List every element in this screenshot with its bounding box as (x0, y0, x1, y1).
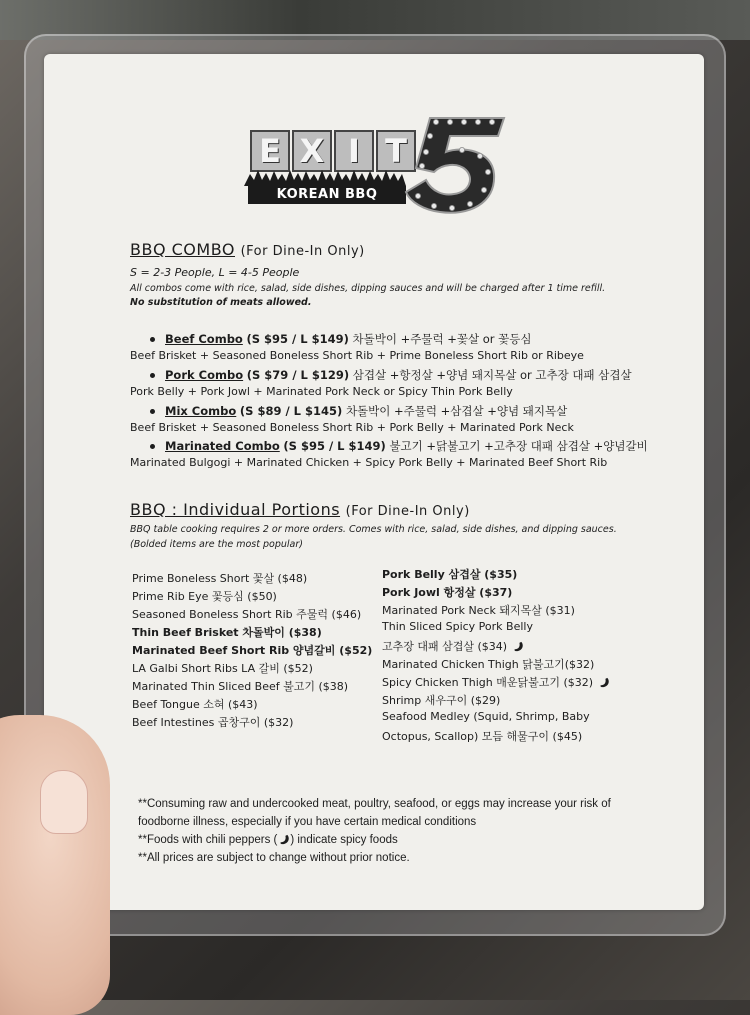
menu-item: Seafood Medley (Squid, Shrimp, Baby (382, 710, 590, 723)
individual-title: BBQ : Individual Portions (130, 500, 341, 519)
menu-item: Beef Tongue 소혀 ($43) (132, 698, 258, 711)
logo-exit-tiles (250, 130, 418, 172)
menu-item: Prime Boneless Short 꽃살 ($48) (132, 572, 308, 585)
footer-note-text: ) indicate spicy foods (290, 834, 398, 846)
holding-hand (0, 715, 110, 1015)
combo-note: All combos come with rice, salad, side dishes, dipping sauces and will be charged after 1 time refill. (130, 283, 606, 294)
individual-subtitle: (For Dine-In Only) (345, 504, 470, 519)
logo-letter: E (250, 130, 290, 172)
combo-name: Pork Combo (165, 368, 244, 382)
chili-pepper-icon (279, 834, 290, 845)
combo-substitution-note: No substitution of meats allowed. (130, 297, 312, 308)
individual-section-title (130, 500, 470, 519)
menu-item: Marinated Chicken Thigh 닭불고기($32) (382, 658, 595, 671)
menu-item: LA Galbi Short Ribs LA 갈비 ($52) (132, 662, 313, 675)
footer-note: foodborne illness, especially if you have certain medical conditions (138, 816, 477, 828)
bullet (150, 444, 155, 449)
combo-section-title (130, 240, 365, 259)
combo-price: (S $89 / L $145) (239, 404, 343, 418)
menu-item-popular: Pork Jowl 항정살 ($37) (382, 586, 513, 599)
footer-note-text: **Foods with chili peppers ( (138, 834, 278, 846)
menu-item: Octopus, Scallop) 모듬 해물구이 ($45) (382, 730, 583, 743)
combo-price: (S $95 / L $149) (246, 332, 349, 346)
individual-popular-note: (Bolded items are the most popular) (130, 539, 303, 550)
menu-item: Shrimp 새우구이 ($29) (382, 694, 501, 707)
logo-letter: I (334, 130, 374, 172)
combo-korean: 불고기 +닭불고기 +고추장 대패 삼겹살 +양념갈비 (389, 439, 648, 453)
menu-item: Marinated Pork Neck 돼지목살 ($31) (382, 604, 575, 617)
menu-item (382, 638, 524, 654)
menu-item (382, 674, 610, 690)
combo-name: Beef Combo (165, 332, 243, 346)
combo-item (150, 438, 648, 454)
combo-subtitle: (For Dine-In Only) (240, 244, 365, 259)
combo-title: BBQ COMBO (130, 240, 235, 259)
logo-tagline: KOREAN BBQ (248, 186, 406, 204)
menu-item-popular: Marinated Beef Short Rib 양념갈비 ($52) (132, 644, 373, 657)
combo-name: Mix Combo (165, 404, 237, 418)
thumb-nail (40, 770, 88, 834)
bullet (150, 409, 155, 414)
combo-item (150, 403, 567, 419)
menu-item: Thin Sliced Spicy Pork Belly (382, 620, 533, 633)
combo-name: Marinated Combo (165, 439, 280, 453)
logo-letter: T (376, 130, 416, 172)
combo-description: Marinated Bulgogi + Marinated Chicken + Spicy Pork Belly + Marinated Beef Short Rib (130, 456, 608, 469)
combo-item (150, 331, 531, 347)
menu-item-text: 고추장 대패 삼겹살 ($34) (382, 640, 508, 653)
restaurant-logo (244, 116, 514, 216)
bullet (150, 337, 155, 342)
menu-item: Beef Intestines 곱창구이 ($32) (132, 716, 294, 729)
flames-icon (244, 168, 406, 186)
combo-description: Beef Brisket + Seasoned Boneless Short Rib + Prime Boneless Short Rib or Ribeye (130, 349, 584, 362)
combo-price: (S $95 / L $149) (283, 439, 386, 453)
chili-pepper-icon (513, 641, 524, 652)
combo-korean: 차돌박이 +주물럭 +삼겹살 +양념 돼지목살 (345, 404, 568, 418)
combo-description: Beef Brisket + Seasoned Boneless Short Rib + Pork Belly + Marinated Pork Neck (130, 421, 574, 434)
combo-korean: 차돌박이 +주물럭 +꽃살 or 꽃등심 (352, 332, 532, 346)
chili-pepper-icon (599, 677, 610, 688)
footer-note: **All prices are subject to change without prior notice. (138, 852, 410, 864)
menu-item: Seasoned Boneless Short Rib 주물럭 ($46) (132, 608, 362, 621)
individual-note: BBQ table cooking requires 2 or more orders. Comes with rice, salad, side dishes, and dipping sauces. (130, 524, 617, 535)
menu-item: Marinated Thin Sliced Beef 불고기 ($38) (132, 680, 349, 693)
combo-size-note: S = 2-3 People, L = 4-5 People (130, 266, 300, 279)
footer-note (138, 834, 398, 846)
menu-item-popular: Pork Belly 삼겹살 ($35) (382, 568, 518, 581)
logo-number-five (400, 112, 510, 218)
menu-item-popular: Thin Beef Brisket 차돌박이 ($38) (132, 626, 322, 639)
combo-korean: 삼겹살 +항정살 +양념 돼지목살 or 고추장 대패 삼겹살 (352, 368, 632, 382)
menu-paper (44, 54, 704, 910)
combo-description: Pork Belly + Pork Jowl + Marinated Pork Neck or Spicy Thin Pork Belly (130, 385, 513, 398)
combo-item (150, 367, 632, 383)
menu-item: Prime Rib Eye 꽃등심 ($50) (132, 590, 277, 603)
bullet (150, 373, 155, 378)
logo-letter: X (292, 130, 332, 172)
combo-price: (S $79 / L $129) (246, 368, 350, 382)
menu-item-text: Spicy Chicken Thigh 매운닭불고기 ($32) (382, 676, 594, 689)
footer-note: **Consuming raw and undercooked meat, poultry, seafood, or eggs may increase your risk of (138, 798, 611, 810)
